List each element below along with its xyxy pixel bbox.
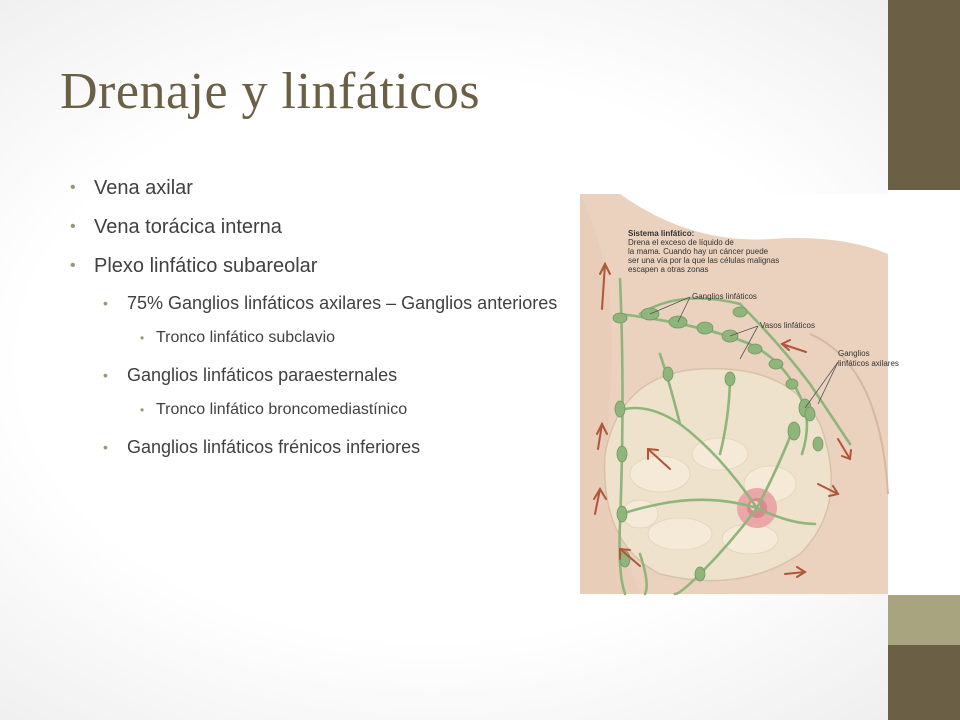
sub-bullet-item: • 75% Ganglios linfáticos axilares – Ganglios anteriores xyxy=(70,292,570,315)
sub-bullet-item: • Ganglios linfáticos frénicos inferiores xyxy=(70,436,570,459)
bullet-item: • Vena torácica interna xyxy=(70,214,570,240)
lymphatic-system-illustration xyxy=(580,194,899,594)
sub-bullet-item: • Ganglios linfáticos paraesternales xyxy=(70,364,570,387)
caption-line: escapen a otras zonas xyxy=(628,265,709,274)
caption-line: Drena el exceso de líquido de xyxy=(628,238,734,247)
accent-bar-light xyxy=(888,595,960,645)
label-lymph-vessels: Vasos linfáticos xyxy=(760,321,815,330)
accent-bar-middle xyxy=(888,190,960,595)
sub-sub-bullet-item: • Tronco linfático subclavio xyxy=(70,328,570,348)
bullet-item: • Vena axilar xyxy=(70,175,570,201)
label-axillary-1: Ganglios xyxy=(838,349,870,358)
breast-lymphatics-svg xyxy=(580,194,899,594)
slide-title: Drenaje y linfáticos xyxy=(60,63,481,120)
sub-sub-bullet-item: • Tronco linfático broncomediastínico xyxy=(70,400,570,420)
bullet-item: • Plexo linfático subareolar xyxy=(70,253,570,279)
caption-title: Sistema linfático: xyxy=(628,229,695,238)
accent-bar-top xyxy=(888,0,960,190)
bullet-list xyxy=(70,175,570,472)
accent-bar-bottom xyxy=(888,645,960,720)
label-lymph-nodes: Ganglios linfáticos xyxy=(692,292,757,301)
label-axillary-2: linfáticos axilares xyxy=(838,359,899,368)
caption-line: ser una vía por la que las células malignas xyxy=(628,256,780,265)
caption-line: la mama. Cuando hay un cáncer puede xyxy=(628,247,769,256)
